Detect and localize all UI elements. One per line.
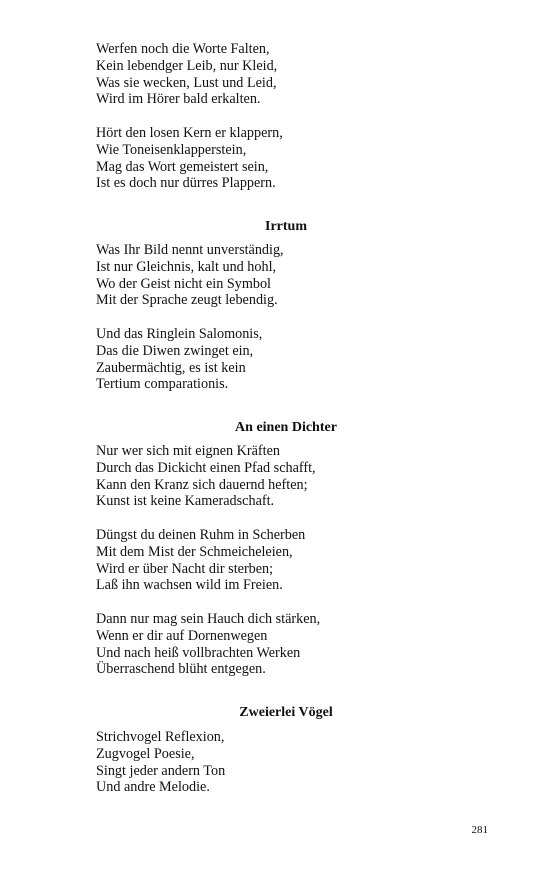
verse-line: Mit dem Mist der Schmeicheleien, bbox=[96, 543, 293, 560]
verse-line: Und nach heiß vollbrachten Werken bbox=[96, 644, 301, 661]
verse-line: Das die Diwen zwinget ein, bbox=[96, 342, 254, 359]
stanza bbox=[96, 41, 476, 108]
stanza bbox=[96, 242, 476, 309]
verse-line: Werfen noch die Worte Falten, bbox=[96, 41, 270, 57]
poem-title: Irrtum bbox=[265, 219, 307, 234]
verse-line: Wird im Hörer bald erkalten. bbox=[96, 91, 261, 108]
verse-line: Wird er über Nacht dir sterben; bbox=[96, 560, 274, 577]
verse-line: Was Ihr Bild nennt unverständig, bbox=[96, 242, 284, 258]
verse-line: Überraschend blüht entgegen. bbox=[96, 661, 266, 678]
stanza bbox=[96, 611, 476, 678]
verse-line: Was sie wecken, Lust und Leid, bbox=[96, 74, 277, 91]
poem-body bbox=[96, 242, 476, 393]
stanza bbox=[96, 527, 476, 594]
verse-line: Hört den losen Kern er klappern, bbox=[96, 124, 283, 141]
poem-title: Zweierlei Vögel bbox=[239, 705, 333, 720]
poem-title: An einen Dichter bbox=[235, 420, 337, 435]
verse-line: Düngst du deinen Ruhm in Scherben bbox=[96, 526, 306, 543]
verse-line: Wie Toneisenklapperstein, bbox=[96, 141, 247, 158]
page-number: 281 bbox=[471, 824, 488, 836]
verse-line: Singt jeder andern Ton bbox=[96, 762, 226, 779]
verse-line: Kein lebendger Leib, nur Kleid, bbox=[96, 57, 278, 74]
verse-line: Durch das Dickicht einen Pfad schafft, bbox=[96, 459, 316, 476]
verse-line: Laß ihn wachsen wild im Freien. bbox=[96, 577, 283, 594]
poem-continued bbox=[96, 41, 476, 192]
stanza bbox=[96, 729, 476, 796]
poem-body bbox=[96, 729, 476, 796]
verse-line: Und andre Melodie. bbox=[96, 779, 210, 796]
verse-line: Zaubermächtig, es ist kein bbox=[96, 359, 246, 376]
stanza bbox=[96, 326, 476, 393]
stanza bbox=[96, 125, 476, 192]
verse-line: Kunst ist keine Kameradschaft. bbox=[96, 493, 275, 510]
verse-line: Ist nur Gleichnis, kalt und hohl, bbox=[96, 258, 277, 275]
verse-line: Tertium comparationis. bbox=[96, 376, 229, 393]
verse-line: Wenn er dir auf Dornenwegen bbox=[96, 627, 268, 644]
verse-line: Ist es doch nur dürres Plappern. bbox=[96, 175, 276, 192]
verse-line: Nur wer sich mit eignen Kräften bbox=[96, 443, 280, 459]
verse-line: Mag das Wort gemeistert sein, bbox=[96, 158, 269, 175]
verse-line: Mit der Sprache zeugt lebendig. bbox=[96, 292, 278, 309]
stanza bbox=[96, 443, 476, 510]
verse-line: Wo der Geist nicht ein Symbol bbox=[96, 275, 271, 292]
verse-line: Kann den Kranz sich dauernd heften; bbox=[96, 476, 308, 493]
poem-body bbox=[96, 443, 476, 678]
verse-line: Dann nur mag sein Hauch dich stärken, bbox=[96, 610, 321, 627]
verse-line: Strichvogel Reflexion, bbox=[96, 729, 225, 745]
verse-line: Zugvogel Poesie, bbox=[96, 745, 195, 762]
verse-line: Und das Ringlein Salomonis, bbox=[96, 325, 263, 342]
